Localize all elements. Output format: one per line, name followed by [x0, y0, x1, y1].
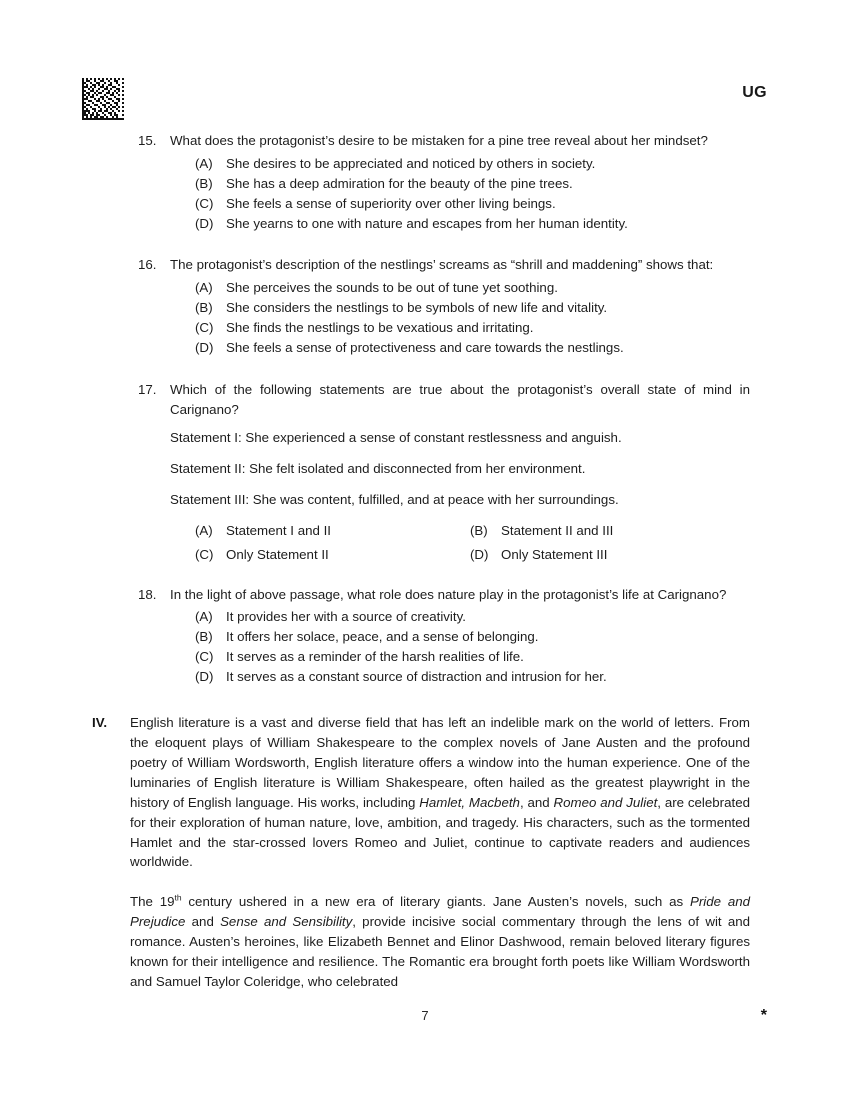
- option-c-label: (C): [195, 649, 214, 665]
- option-b-text: It offers her solace, peace, and a sense of belonging.: [226, 629, 539, 645]
- question-18-number: 18.: [138, 586, 157, 602]
- option-d[interactable]: [195, 667, 750, 687]
- option-d[interactable]: [470, 545, 750, 565]
- option-a-text: Statement I and II: [226, 522, 331, 538]
- option-b-text: She has a deep admiration for the beauty of the pine trees.: [226, 175, 573, 191]
- p2-connector: and: [185, 914, 221, 930]
- page-number: 7: [421, 1008, 429, 1023]
- question-17-statements: [170, 428, 750, 509]
- option-b-label: (B): [195, 175, 213, 191]
- statement-2: Statement II: She felt isolated and disconnected from her environment.: [170, 461, 586, 477]
- option-c-text: She finds the nestlings to be vexatious and irritating.: [226, 320, 534, 336]
- option-a-text: It provides her with a source of creativity.: [226, 609, 466, 625]
- option-d-text: It serves as a constant source of distraction and intrusion for her.: [226, 669, 607, 685]
- option-d-text: Only Statement III: [501, 546, 608, 562]
- question-18-options: [195, 607, 750, 687]
- page-content: [0, 131, 850, 992]
- option-d-label: (D): [195, 215, 214, 231]
- option-c[interactable]: [195, 647, 750, 667]
- option-a-text: She perceives the sounds to be out of tune yet soothing.: [226, 280, 558, 296]
- question-17: [0, 380, 850, 565]
- option-a[interactable]: [195, 278, 750, 298]
- spacer: [0, 565, 850, 585]
- option-d-text: She yearns to one with nature and escapes from her human identity.: [226, 215, 628, 231]
- option-d-label: (D): [470, 546, 489, 562]
- option-c[interactable]: [195, 545, 470, 565]
- question-16-text: The protagonist’s description of the nestlings’ screams as “shrill and maddening” shows that:: [170, 257, 714, 273]
- exam-level-label: UG: [742, 84, 767, 101]
- option-b-label: (B): [195, 629, 213, 645]
- option-a-text: She desires to be appreciated and noticed by others in society.: [226, 155, 596, 171]
- option-b[interactable]: [195, 298, 750, 318]
- passage-iv: [0, 713, 850, 992]
- passage-paragraph-1: [130, 713, 750, 872]
- p2-lead: The 19: [130, 894, 175, 910]
- option-a[interactable]: [195, 607, 750, 627]
- question-16-options: [195, 278, 750, 358]
- question-18-text: In the light of above passage, what role does nature play in the protagonist’s life at Carignano?: [170, 586, 727, 602]
- option-b[interactable]: [470, 521, 750, 541]
- option-c-label: (C): [195, 195, 214, 211]
- page-footer: [0, 1008, 850, 1028]
- option-d[interactable]: [195, 214, 750, 234]
- option-d[interactable]: [195, 338, 750, 358]
- p2-text-b: , provide incisive social commentary through the lens of wit and romance. Austen’s heroines, like Elizabeth Bennet and Elinor Dashwood, remain beloved literary figures known for their intelligence and resilience. The Romantic era brought forth poets like William Wordsworth and Samuel Taylor Coleridge, who celebrated: [130, 914, 751, 989]
- option-d-label: (D): [195, 669, 214, 685]
- p1-connector: , and: [519, 794, 554, 810]
- option-c-label: (C): [195, 320, 214, 336]
- passage-body: [130, 713, 750, 992]
- option-a-label: (A): [195, 155, 213, 171]
- option-b-label: (B): [195, 300, 213, 316]
- option-b-label: (B): [470, 522, 488, 538]
- question-17-text: Which of the following statements are true about the protagonist’s overall state of mind in Carignano?: [170, 381, 750, 417]
- option-c-text: It serves as a reminder of the harsh realities of life.: [226, 649, 524, 665]
- statement-3: Statement III: She was content, fulfilled, and at peace with her surroundings.: [170, 492, 619, 508]
- option-c-label: (C): [195, 546, 214, 562]
- p1-text-b: , are celebrated for their exploration of human nature, love, ambition, and tragedy. His characters, such as the tormented Hamlet and the star-crossed lovers Romeo and Juliet, continue to captivate readers and audiences worldwide.: [130, 794, 750, 870]
- question-15-options: [195, 154, 750, 234]
- p2-italic-pride-prejudice: Pride and Prejudice: [130, 894, 750, 930]
- option-c-text: She feels a sense of superiority over other living beings.: [226, 195, 556, 211]
- passage-paragraph-2: [130, 892, 750, 992]
- p1-italic-hamlet-macbeth: Hamlet, Macbeth: [419, 794, 520, 810]
- page-header: [0, 78, 850, 130]
- option-a[interactable]: [195, 154, 750, 174]
- option-b-text: She considers the nestlings to be symbols of new life and vitality.: [226, 300, 608, 316]
- spacer: [0, 358, 850, 380]
- passage-number: IV.: [92, 715, 108, 731]
- datamatrix-code-icon: [82, 78, 124, 120]
- question-17-number: 17.: [138, 381, 157, 397]
- question-15: [0, 131, 850, 233]
- p2-italic-sense-sensibility: Sense and Sensibility: [220, 914, 353, 930]
- question-18: [0, 585, 850, 687]
- option-c-text: Only Statement II: [226, 546, 329, 562]
- option-a-label: (A): [195, 522, 213, 538]
- option-c[interactable]: [195, 318, 750, 338]
- p1-italic-romeo-juliet: Romeo and Juliet: [553, 794, 658, 810]
- option-b-text: Statement II and III: [501, 522, 614, 538]
- question-16-number: 16.: [138, 257, 157, 273]
- p2-text-a: century ushered in a new era of literary giants. Jane Austen’s novels, such as: [181, 894, 690, 910]
- question-16: [0, 255, 850, 357]
- question-15-text: What does the protagonist’s desire to be mistaken for a pine tree reveal about her mindset?: [170, 133, 708, 148]
- option-a-label: (A): [195, 609, 213, 625]
- spacer: [0, 233, 850, 255]
- option-d-label: (D): [195, 339, 214, 355]
- statement-1: Statement I: She experienced a sense of constant restlessness and anguish.: [170, 430, 622, 446]
- end-of-page-asterisk: *: [760, 1007, 767, 1024]
- option-a-label: (A): [195, 280, 213, 296]
- question-15-number: 15.: [138, 133, 157, 148]
- option-b[interactable]: [195, 627, 750, 647]
- option-a[interactable]: [195, 521, 470, 541]
- p2-ordinal-suffix: th: [174, 892, 182, 903]
- option-c[interactable]: [195, 194, 750, 214]
- option-d-text: She feels a sense of protectiveness and care towards the nestlings.: [226, 339, 624, 355]
- p1-text-a: English literature is a vast and diverse field that has left an indelible mark on the world of letters. From the eloquent plays of William Shakespeare to the complex novels of Jane Austen and the profound poetry of William Wordsworth, English literature offers a window into the human experience. One of the luminaries of English literature is William Shakespeare, often hailed as the greatest playwright in the history of English language. His works, including: [130, 715, 750, 810]
- option-b[interactable]: [195, 174, 750, 194]
- question-17-options: [195, 521, 750, 565]
